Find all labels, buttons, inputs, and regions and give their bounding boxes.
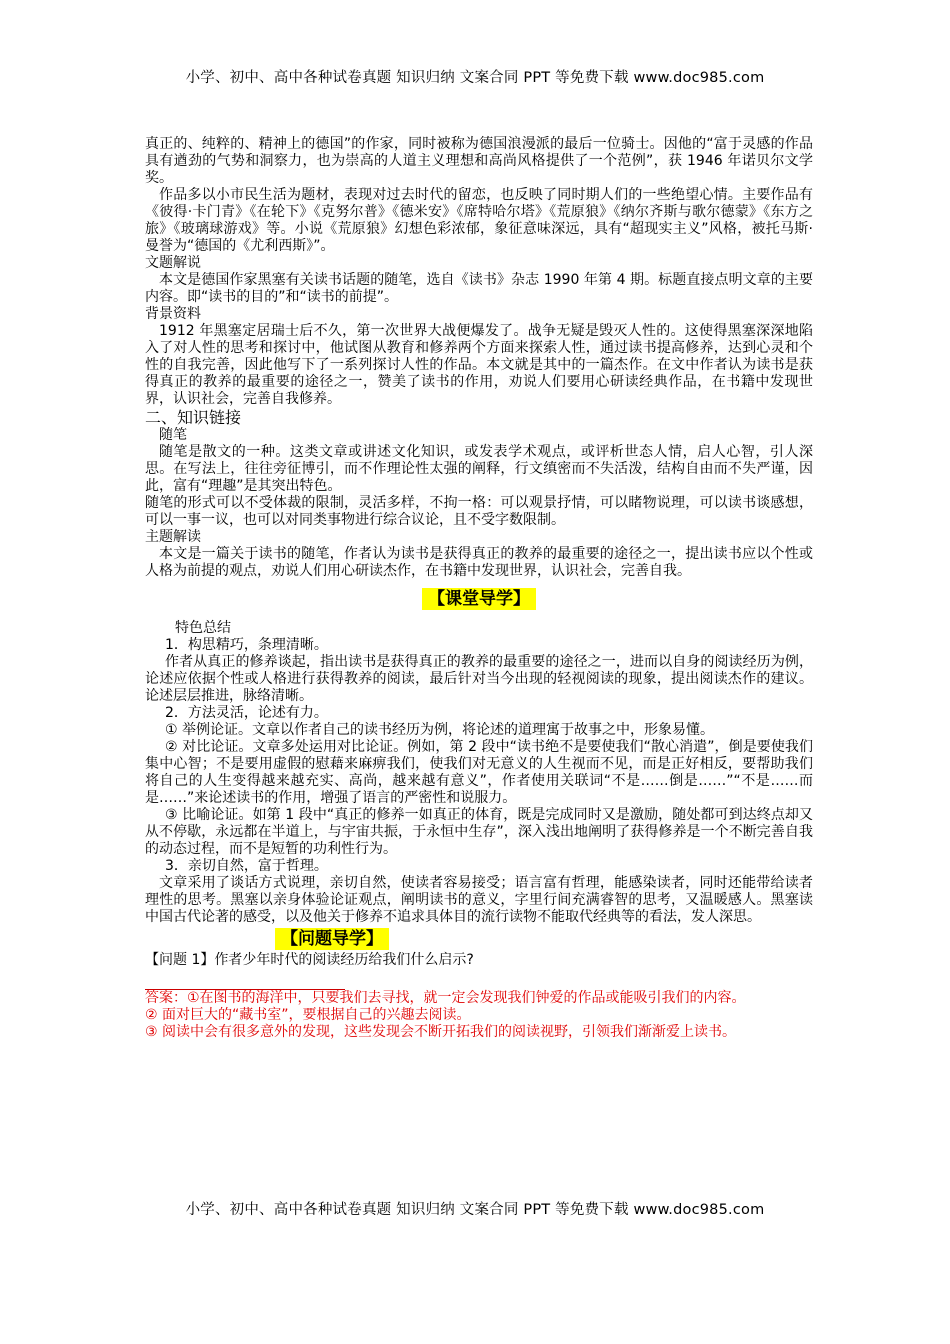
page-header: 小学、初中、高中各种试卷真题 知识归纳 文案合同 PPT 等免费下载 www.doc985.com bbox=[185, 70, 765, 86]
feature-1-title: 1．构思精巧，条理清晰。 bbox=[165, 637, 328, 653]
page-footer: 小学、初中、高中各种试卷真题 知识归纳 文案合同 PPT 等免费下载 www.doc985.com bbox=[185, 1202, 765, 1218]
theme-heading: 主题解读 bbox=[145, 529, 201, 545]
title-explain-heading: 文题解说 bbox=[145, 255, 201, 271]
classroom-guide-banner-wrap bbox=[145, 588, 813, 612]
feature-2-title: 2．方法灵活，论述有力。 bbox=[165, 705, 328, 721]
feature-1-text: 作者从真正的修养谈起，指出读书是获得真正的教养的最重要的途径之一，进而以自身的阅读经历为例，论述应依据个性或人格进行获得教养的阅读，最后针对当今出现的轻视阅读的现象，提出阅读杰作的建议。论述层层推进，脉络清晰。 bbox=[145, 654, 813, 704]
background-text: 1912 年黑塞定居瑞士后不久，第一次世界大战便爆发了。战争无疑是毁灭人性的。这使得黑塞深深地陷入了对人性的思考和探讨中，他试图从教育和修养两个方面来探索人性，通过读书提高修养，达到心灵和个性的自我完善，因此他写下了一系列探讨人性的作品。本文就是其中的一篇杰作。在文中作者认为读书是获得真正的教养的最重要的途径之一，赞美了读书的作用，劝说人们要用心研读经典作品，在书籍中发现世界，认识社会，完善自我修养。 bbox=[145, 323, 813, 407]
question-guide-banner-wrap bbox=[145, 928, 813, 952]
feature-3-text: 文章采用了谈话方式说理，亲切自然，使读者容易接受；语言富有哲理，能感染读者，同时还能带给读者理性的思考。黑塞以亲身体验论证观点，阐明读书的意义，字里行间充满睿智的思考，又温暖感人。黑塞读中国古代论著的感受，以及他关于修养不追求具体目的流行读物不能取代经典等的看法，发人深思。 bbox=[145, 875, 813, 925]
knowledge-heading: 二、知识链接 bbox=[145, 408, 242, 427]
answer-2: ② 面对巨大的“藏书室”，要根据自己的兴趣去阅读。 bbox=[145, 1007, 471, 1023]
theme-text: 本文是一篇关于读书的随笔，作者认为读书是获得真正的教养的最重要的途径之一，提出读书应以个性或人格为前提的观点，劝说人们用心研读杰作，在书籍中发现世界，认识社会，完善自我。 bbox=[145, 546, 813, 579]
title-explain-text: 本文是德国作家黑塞有关读书话题的随笔，选自《读书》杂志 1990 年第 4 期。标题直接点明文章的主要内容。即“读书的目的”和“读书的前提”。 bbox=[145, 272, 813, 305]
feature-3-title: 3．亲切自然，富于哲理。 bbox=[165, 858, 328, 874]
intro-paragraph-2: 作品多以小市民生活为题材，表现对过去时代的留恋，也反映了同时期人们的一些绝望心情。主要作品有《彼得·卡门青》《在轮下》《克努尔普》《德米安》《席特哈尔塔》《荒原狼》《纳尔齐斯与歌尔德蒙》《东方之旅》《玻璃球游戏》等。小说《荒原狼》幻想色彩浓郁，象征意味深远，具有“超现实主义”风格，被托马斯·曼誉为“德国的《尤利西斯》”。 bbox=[145, 187, 813, 254]
answer-3: ③ 阅读中会有很多意外的发现，这些发现会不断开拓我们的阅读视野，引领我们渐渐爱上读书。 bbox=[145, 1024, 736, 1040]
feature-2-metaphor: ③ 比喻论证。如第 1 段中“真正的修养一如真正的体育，既是完成同时又是激励，随处都可到达终点却又从不停歇，永远都在半道上，与宇宙共振，于永恒中生存”，深入浅出地阐明了获得修养是一个不断完善自我的动态过程，而不是短暂的功利性行为。 bbox=[145, 807, 813, 857]
knowledge-subheading: 随笔 bbox=[159, 427, 187, 443]
question-1: 【问题 1】作者少年时代的阅读经历给我们什么启示? bbox=[145, 952, 474, 968]
background-heading: 背景资料 bbox=[145, 306, 201, 322]
feature-2-contrast: ② 对比论证。文章多处运用对比论证。例如，第 2 段中“读书绝不是要使我们“散心消遣”，倒是要使我们集中心智；不是要用虚假的慰藉来麻痹我们，使我们对无意义的人生视而不见，而是正好相反，要帮助我们将自己的人生变得越来越充实、高尚，越来越有意义”，作者使用关联词“不是……倒是……”“不是……而是……”来论述读书的作用，增强了语言的严密性和说服力。 bbox=[145, 739, 813, 806]
knowledge-paragraph-2: 随笔的形式可以不受体裁的限制，灵活多样，不拘一格：可以观景抒情，可以睹物说理，可以读书谈感想，可以一事一议，也可以对同类事物进行综合议论，且不受字数限制。 bbox=[145, 495, 813, 528]
classroom-guide-banner: 【课堂导学】 bbox=[422, 588, 536, 610]
document-body bbox=[145, 136, 813, 1041]
knowledge-paragraph-1: 随笔是散文的一种。这类文章或讲述文化知识，或发表学术观点，或评析世态人情，启人心智，引人深思。在写法上，往往旁征博引，而不作理论性太强的阐释，行文缜密而不失活泼，结构自由而不失严谨，因此，富有“理趣”是其突出特色。 bbox=[145, 444, 813, 494]
features-heading: 特色总结 bbox=[175, 620, 231, 636]
answer-1: 答案：①在图书的海洋中，只要我们去寻找，就一定会发现我们钟爱的作品或能吸引我们的内容。 bbox=[145, 990, 746, 1006]
feature-2-example: ① 举例论证。文章以作者自己的读书经历为例，将论述的道理寓于故事之中，形象易懂。 bbox=[165, 722, 714, 738]
intro-paragraph-1: 真正的、纯粹的、精神上的德国”的作家，同时被称为德国浪漫派的最后一位骑士。因他的“富于灵感的作品具有遒劲的气势和洞察力，也为崇高的人道主义理想和高尚风格提供了一个范例”，获 1946 年诺贝尔文学奖。 bbox=[145, 136, 813, 186]
question-guide-banner: 【问题导学】 bbox=[275, 928, 389, 950]
